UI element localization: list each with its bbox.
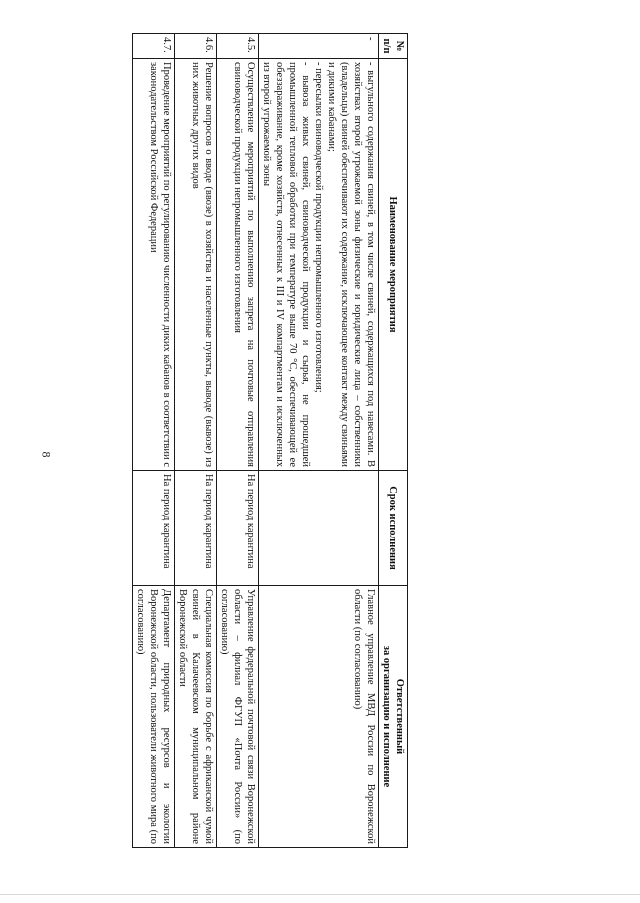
activity-cell (175, 59, 217, 471)
activity-line: - пересылки свиноводческой продукции непромышленного изготовления; (313, 62, 324, 393)
header-activity-name: Наименование мероприятия (379, 59, 408, 471)
activity-cell (259, 59, 379, 471)
table-row (259, 34, 379, 848)
responsible-cell: Специальная комиссия по борьбе с африканской чумой свиней в Калачеевском муниципальном районе Воронежской области (175, 586, 217, 848)
header-number-line2: п/п (381, 38, 392, 54)
term-cell: На период карантина (175, 471, 217, 586)
activity-line: Проведение мероприятий по регулированию численности диких кабанов в соответствии с законодательством Российской Федерации (148, 62, 172, 467)
table-header-row (379, 34, 408, 848)
term-cell: На период карантина (133, 471, 175, 586)
header-number (379, 34, 408, 59)
activity-line: - вывоза живых свиней, свиноводческой продукции и сырья, не прошедшей промышленной тепловой обработки при температуре выше 70 °С, обеспечивающей ее обеззараживание, кроме хозяйств, отнесенных к III и IV компартментам и исключенных из второй угрожаемой зоны (261, 62, 311, 467)
activity-line: Решение вопросов о вводе (ввозе) в хозяйства и населенные пункты, выводе (вывозе) из них животных других видов (190, 62, 214, 467)
term-cell (259, 471, 379, 586)
header-responsible-line2: за организацию и исполнение (381, 645, 392, 788)
table-row (133, 34, 175, 848)
row-number: 4.7. (133, 34, 175, 59)
header-number-line1: № (394, 40, 405, 52)
rotated-table-container (87, 33, 408, 847)
responsible-cell: Главное управление МВД России по Воронежской области (по согласованию) (259, 586, 379, 848)
activity-line: Осуществление мероприятий по выполнению запрета на почтовые отправления свиноводческой продукции непромышленного изготовления (232, 62, 256, 467)
row-number: 4.5. (217, 34, 259, 59)
row-number: - (259, 34, 379, 59)
activity-cell (217, 59, 259, 471)
page-bottom-divider (0, 894, 640, 895)
header-responsible (379, 586, 408, 848)
activity-cell (133, 59, 175, 471)
activity-line: - выгульного содержания свиней, в том числе свиней, содержащихся под навесами. В хозяйствах второй угрожаемой зоны физические и юридические лица – собственники (владельцы) свиней обеспечивают их содержание, исключающее контакт между свиньями и дикими кабанами; (326, 62, 376, 467)
page-number: 8 (39, 451, 54, 458)
responsible-cell: Управление федеральной почтовой связи Воронежской области – филиал ФГУП «Почта России» (по согласованию) (217, 586, 259, 848)
responsible-cell: Департамент природных ресурсов и экологии Воронежской области, пользователи животного мира (по согласованию) (133, 586, 175, 848)
table-row (217, 34, 259, 848)
row-number: 4.6. (175, 34, 217, 59)
term-cell: На период карантина (217, 471, 259, 586)
header-responsible-line1: Ответственный (394, 678, 405, 755)
header-term: Срок исполнения (379, 471, 408, 586)
rotated-page-content (87, 33, 408, 847)
activities-table (132, 33, 408, 848)
table-row (175, 34, 217, 848)
